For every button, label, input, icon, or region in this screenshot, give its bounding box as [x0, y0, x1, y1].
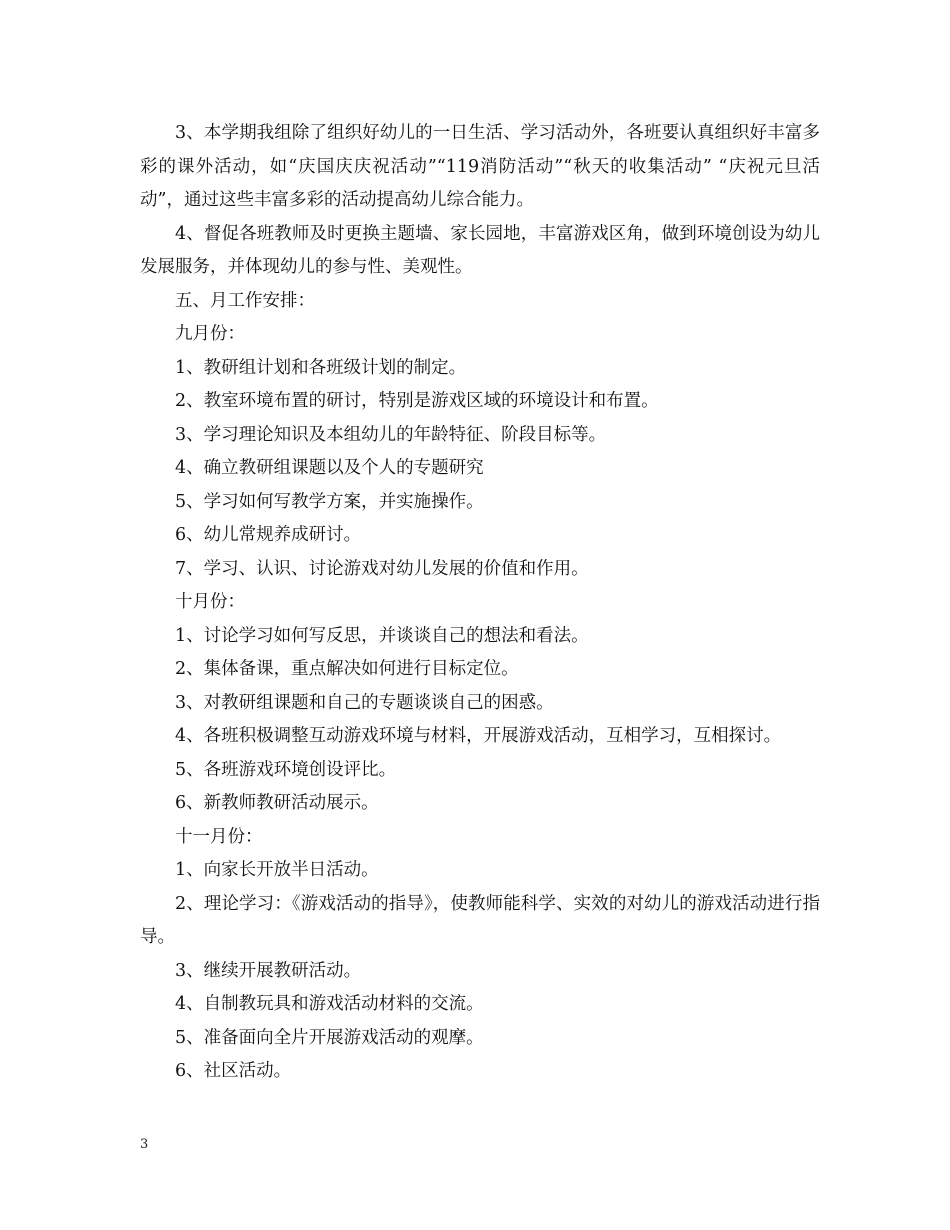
list-item: 6、社区活动。: [175, 1061, 292, 1081]
list-item: 7、学习、认识、讨论游戏对幼儿发展的价值和作用。: [175, 558, 589, 579]
list-item: 4、各班积极调整互动游戏环境与材料，开展游戏活动，互相学习，互相探讨。: [175, 726, 782, 746]
month-heading-september: 九月份：: [175, 324, 245, 344]
list-item: 1、讨论学习如何写反思，并谈谈自己的想法和看法。: [175, 625, 589, 646]
page-number: 3: [140, 1137, 149, 1152]
section-heading: 五、月工作安排：: [175, 290, 315, 311]
list-item: 3、继续开展教研活动。: [175, 960, 362, 981]
document-body: [140, 117, 820, 1089]
list-item: 3、学习理论知识及本组幼儿的年龄特征、阶段目标等。: [175, 424, 607, 445]
list-item: 4、自制教玩具和游戏活动材料的交流。: [175, 994, 484, 1014]
list-item: 2、集体备课，重点解决如何进行目标定位。: [175, 659, 519, 679]
list-item: 6、幼儿常规养成研讨。: [175, 525, 362, 545]
list-item: 2、教室环境布置的研讨，特别是游戏区域的环境设计和布置。: [175, 391, 659, 411]
paragraph: 4、督促各班教师及时更换主题墙、家长园地，丰富游戏区角，做到环境创设为幼儿发展服务，并体现幼儿的参与性、美观性。: [140, 223, 820, 277]
month-heading-november: 十一月份：: [175, 826, 263, 847]
month-heading-october: 十月份：: [175, 592, 245, 612]
list-item: 5、各班游戏环境创设评比。: [175, 759, 397, 780]
list-item: 1、向家长开放半日活动。: [175, 860, 379, 880]
list-item: 6、新教师教研活动展示。: [175, 793, 379, 813]
list-item: 5、学习如何写教学方案，并实施操作。: [175, 491, 484, 512]
paragraph: 3、本学期我组除了组织好幼儿的一日生活、学习活动外，各班要认真组织好丰富多彩的课外活动，如“庆国庆庆祝活动”“119消防活动”“秋天的收集活动” “庆祝元旦活动”，通过这些丰富多彩的活动提高幼儿综合能力。: [140, 123, 820, 210]
list-item: 1、教研组计划和各班级计划的制定。: [175, 357, 467, 378]
list-item: 5、准备面向全片开展游戏活动的观摩。: [175, 1027, 484, 1048]
list-item: 3、对教研组课题和自己的专题谈谈自己的困惑。: [175, 692, 554, 713]
list-item: 2、理论学习：《游戏活动的指导》，使教师能科学、实效的对幼儿的游戏活动进行指导。: [140, 893, 820, 947]
list-item: 4、确立教研组课题以及个人的专题研究: [175, 458, 484, 478]
